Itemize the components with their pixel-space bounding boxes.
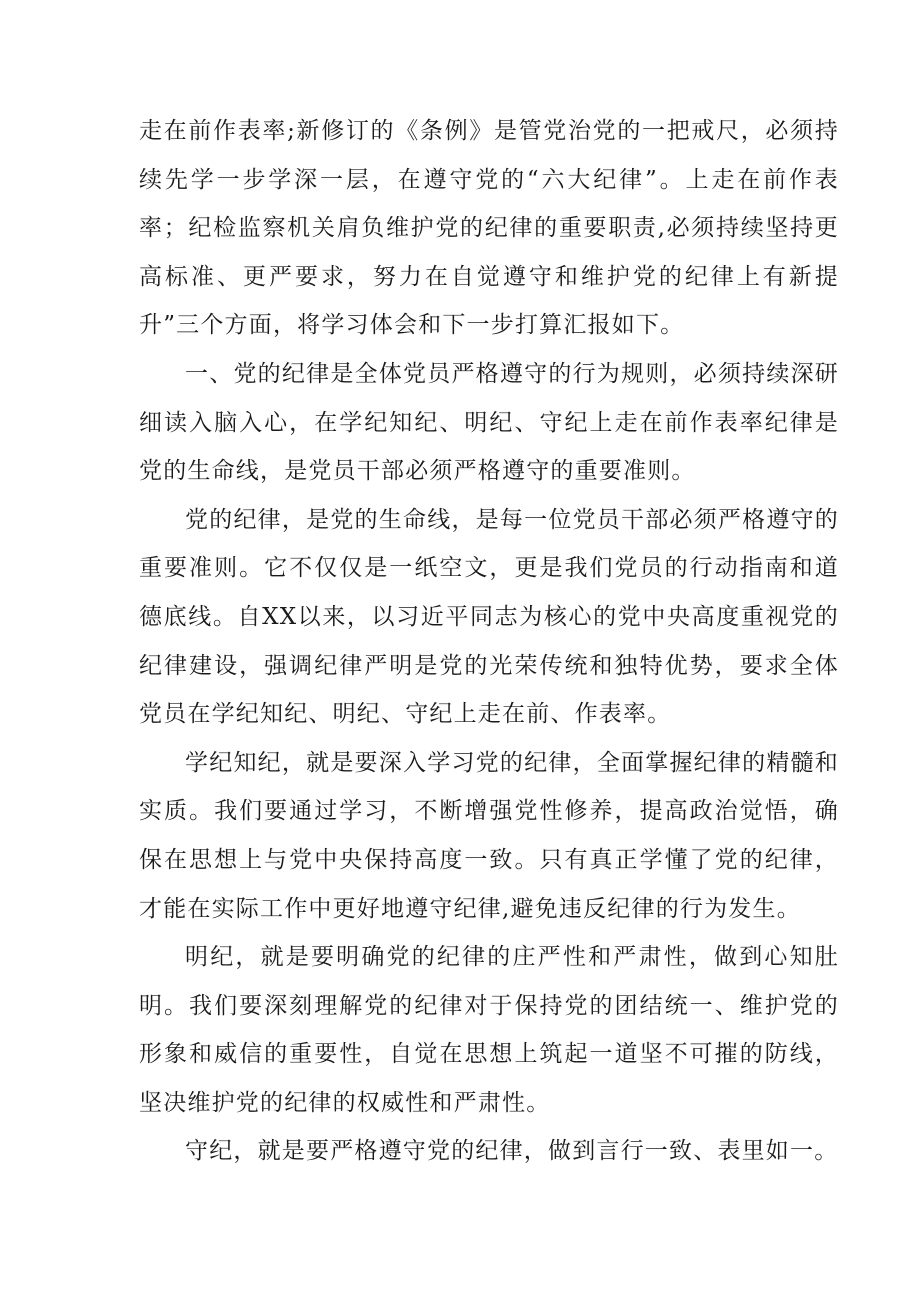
- paragraph-understand-discipline: 明纪，就是要明确党的纪律的庄严性和严肃性，做到心知肚明。我们要深刻理解党的纪律对于保持党的团结统一、维护党的形象和威信的重要性，自觉在思想上筑起一道坚不可摧的防线，坚决维护党的纪律的权威性和严肃性。: [139, 944, 839, 1116]
- paragraph-section-one-heading: 一、党的纪律是全体党员严格遵守的行为规则，必须持续深研细读入脑入心，在学纪知纪、明纪、守纪上走在前作表率纪律是党的生命线，是党员干部必须严格遵守的重要准则。: [139, 360, 839, 485]
- paragraph-learn-discipline: 学纪知纪，就是要深入学习党的纪律，全面掌握纪律的精髓和实质。我们要通过学习，不断增强党性修养，提高政治觉悟，确保在思想上与党中央保持高度一致。只有真正学懂了党的纪律，才能在实际工作中更好地遵守纪律,避免违反纪律的行为发生。: [139, 749, 839, 922]
- paragraph-discipline-lifeline: 党的纪律，是党的生命线，是每一位党员干部必须严格遵守的重要准则。它不仅仅是一纸空文，更是我们党员的行动指南和道德底线。自XX以来，以习近平同志为核心的党中央高度重视党的纪律建设，强调纪律严明是党的光荣传统和独特优势，要求全体党员在学纪知纪、明纪、守纪上走在前、作表率。: [139, 506, 839, 728]
- document-body: [139, 107, 839, 1176]
- paragraph-keep-discipline: 守纪，就是要严格遵守党的纪律，做到言行一致、表里如一。: [185, 1138, 839, 1165]
- paragraph-continued: 走在前作表率;新修订的《条例》是管党治党的一把戒尺，必须持续先学一步学深一层，在遵守党的“六大纪律”。上走在前作表率；纪检监察机关肩负维护党的纪律的重要职责,必须持续坚持更高标准、更严要求，努力在自觉遵守和维护党的纪律上有新提升”三个方面，将学习体会和下一步打算汇报如下。: [139, 118, 839, 339]
